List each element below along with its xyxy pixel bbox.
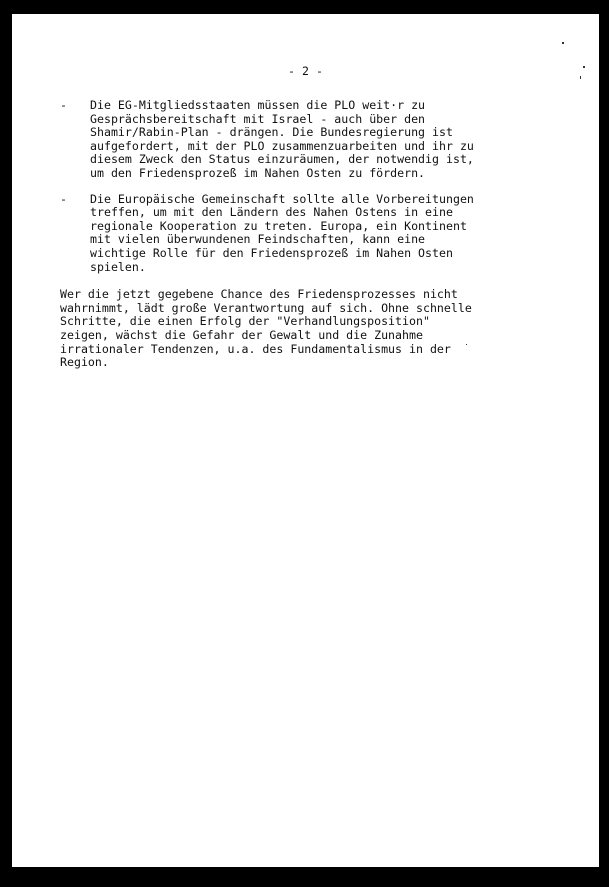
bullet-item-eg [60, 193, 540, 275]
closing-paragraph [60, 288, 540, 370]
text-line: Gesprächsbereitschaft mit Israel - auch über den [90, 111, 426, 126]
bullet-dash: - [60, 98, 67, 112]
scan-speck [562, 42, 564, 44]
text-line: Die EG-Mitgliedsstaaten müssen die PLO weit·r zu [90, 98, 426, 112]
scan-speck [466, 344, 467, 345]
scan-speck [580, 76, 581, 79]
text-line: Region. [60, 355, 109, 370]
text-line: diesem Zweck den Status einzuräumen, der notwendig ist, [90, 152, 474, 167]
document-body [60, 99, 540, 370]
text-line: um den Friedensprozeß im Nahen Osten zu fördern. [90, 165, 426, 180]
bullet-item-plo [60, 99, 540, 181]
text-line: treffen, um mit den Ländern des Nahen Ostens in eine [90, 205, 453, 220]
text-line: mit vielen überwundenen Feindschaften, kann eine [90, 232, 426, 247]
bullet-dash: - [60, 191, 67, 206]
scan-speck [583, 66, 585, 68]
text-line: Schritte, die einen Erfolg der "Verhandlungsposition" [60, 314, 430, 329]
text-line: Shamir/Rabin-Plan - drängen. Die Bundesregierung ist [90, 125, 453, 140]
text-line: regionale Kooperation zu treten. Europa, ein Kontinent [90, 218, 467, 233]
text-line: aufgefordert, mit der PLO zusammenzuarbeiten und ihr zu [90, 138, 474, 153]
text-line: spielen. [90, 259, 146, 274]
text-line: Die Europäische Gemeinschaft sollte alle Vorbereitungen [90, 191, 474, 206]
page-number: - 2 - [288, 64, 323, 78]
text-line: zeigen, wächst die Gefahr der Gewalt und die Zunahme [60, 327, 423, 342]
text-line: Wer die jetzt gegebene Chance des Friedensprozesses nicht [60, 287, 458, 302]
text-line: wahrnimmt, lädt große Verantwortung auf sich. Ohne schnelle [60, 300, 472, 315]
text-line: wichtige Rolle für den Friedensprozeß im Nahen Osten [90, 245, 453, 260]
document-page [12, 14, 599, 867]
text-line: irrationaler Tendenzen, u.a. des Fundamentalismus in der [60, 341, 451, 356]
